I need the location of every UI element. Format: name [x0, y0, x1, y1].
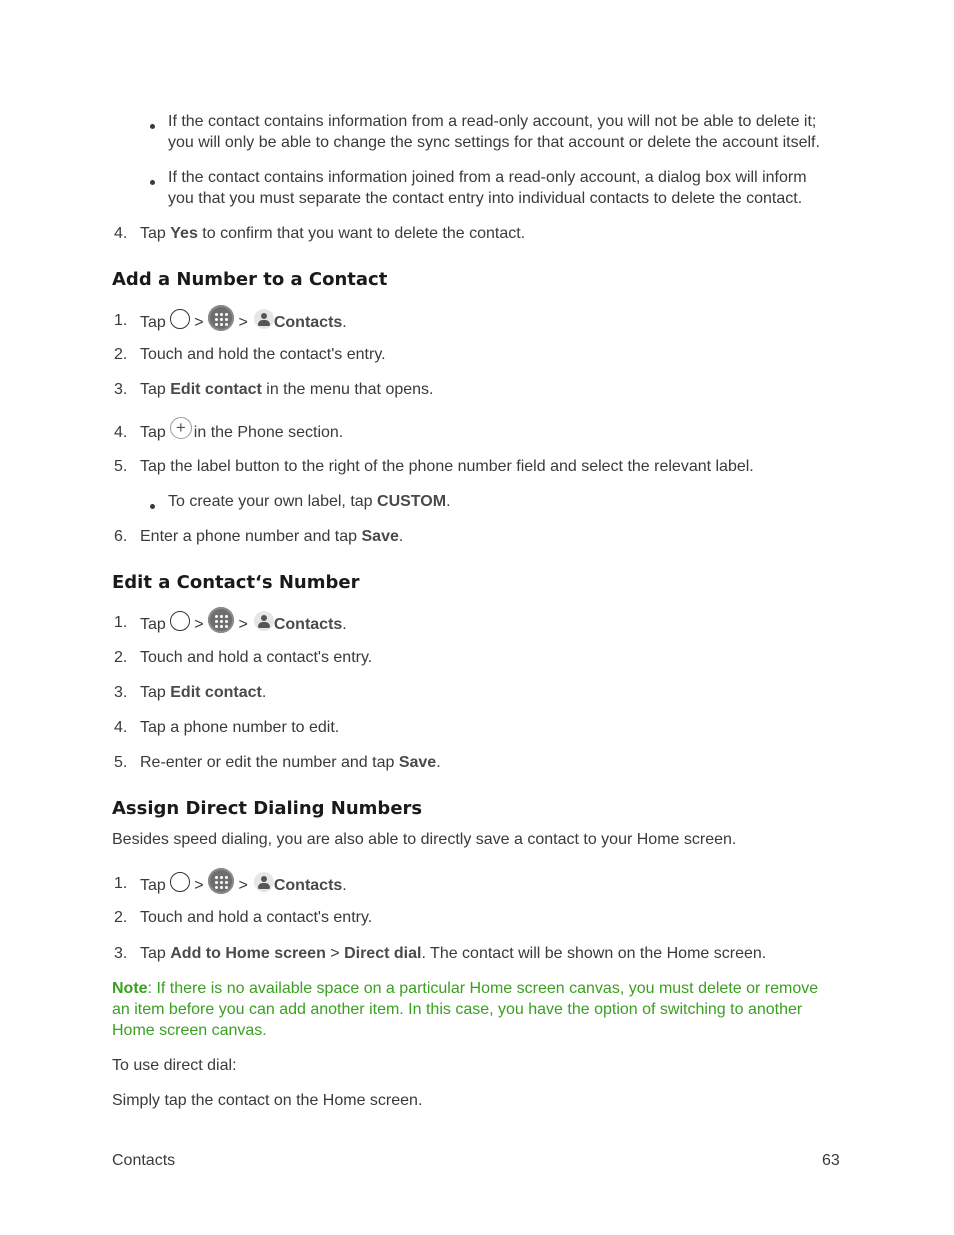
step-text: Tap Add to Home screen > Direct dial. The contact will be shown on the Home screen.: [140, 945, 767, 962]
step-text: Tap the label button to the right of the phone number field and select the relevant label.: [140, 458, 754, 475]
add-icon: +: [170, 417, 192, 439]
bullet-text: To create your own label, tap CUSTOM.: [168, 493, 451, 510]
step-text: Re-enter or edit the number and tap Save.: [140, 754, 441, 771]
section-heading: Add a Number to a Contact: [112, 269, 388, 290]
bullet-dot: [150, 180, 155, 185]
step-text: Tap Edit contact in the menu that opens.: [140, 381, 434, 398]
note-text: an item before you can add another item. In this case, you have the option of switching to another: [112, 1001, 803, 1018]
bullet-dot: [150, 504, 155, 509]
bullet-dot: [150, 124, 155, 129]
step-number: 3.: [114, 945, 128, 962]
note-text: Note: If there is no available space on a particular Home screen canvas, you must delete or remove: [112, 980, 819, 997]
section-heading: Edit a Contact‘s Number: [112, 572, 360, 593]
step-number: 2.: [114, 346, 128, 363]
contacts-icon: [254, 611, 274, 631]
step-text: Tap > > Contacts.: [140, 868, 347, 900]
step-number: 5.: [114, 754, 128, 771]
step-text: Enter a phone number and tap Save.: [140, 528, 404, 545]
step-number: 4.: [114, 424, 128, 441]
home-icon: [170, 611, 190, 631]
note-text: Home screen canvas.: [112, 1022, 267, 1039]
step-number: 1.: [114, 614, 128, 631]
step-number: 3.: [114, 381, 128, 398]
home-icon: [170, 309, 190, 329]
step-text: Tap Edit contact.: [140, 684, 267, 701]
bullet-text: If the contact contains information joined from a read-only account, a dialog box will inform: [168, 169, 807, 186]
step-number: 1.: [114, 875, 128, 892]
apps-icon: [208, 868, 234, 894]
footer-section: Contacts: [112, 1152, 176, 1169]
step-number: 2.: [114, 649, 128, 666]
step-text: Touch and hold the contact's entry.: [140, 346, 386, 363]
step-number: 4.: [114, 719, 128, 736]
step-number: 2.: [114, 909, 128, 926]
paragraph: To use direct dial:: [112, 1057, 237, 1074]
step-number: 6.: [114, 528, 128, 545]
step-text: Tap > > Contacts.: [140, 305, 347, 337]
step-text: Touch and hold a contact's entry.: [140, 909, 373, 926]
apps-icon: [208, 607, 234, 633]
contacts-icon: [254, 309, 274, 329]
bullet-text: If the contact contains information from a read-only account, you will not be able to delete it;: [168, 113, 817, 130]
step-text: Tap > > Contacts.: [140, 607, 347, 639]
step-number: 5.: [114, 458, 128, 475]
step-text: Tap a phone number to edit.: [140, 719, 340, 736]
paragraph: Besides speed dialing, you are also able to directly save a contact to your Home screen.: [112, 831, 737, 848]
bullet-text: you that you must separate the contact entry into individual contacts to delete the contact.: [168, 190, 803, 207]
apps-icon: [208, 305, 234, 331]
bullet-text: you will only be able to change the sync settings for that account or delete the account itself.: [168, 134, 820, 151]
paragraph: Simply tap the contact on the Home screen.: [112, 1092, 423, 1109]
section-heading: Assign Direct Dialing Numbers: [112, 798, 423, 819]
home-icon: [170, 872, 190, 892]
step-number: 3.: [114, 684, 128, 701]
contacts-icon: [254, 872, 274, 892]
step-number: 4.: [114, 225, 128, 242]
step-text: Tap + in the Phone section.: [140, 418, 344, 441]
step-number: 1.: [114, 312, 128, 329]
page-number: 63: [822, 1152, 840, 1169]
step-text: Touch and hold a contact's entry.: [140, 649, 373, 666]
step-text: Tap Yes to confirm that you want to delete the contact.: [140, 225, 526, 242]
